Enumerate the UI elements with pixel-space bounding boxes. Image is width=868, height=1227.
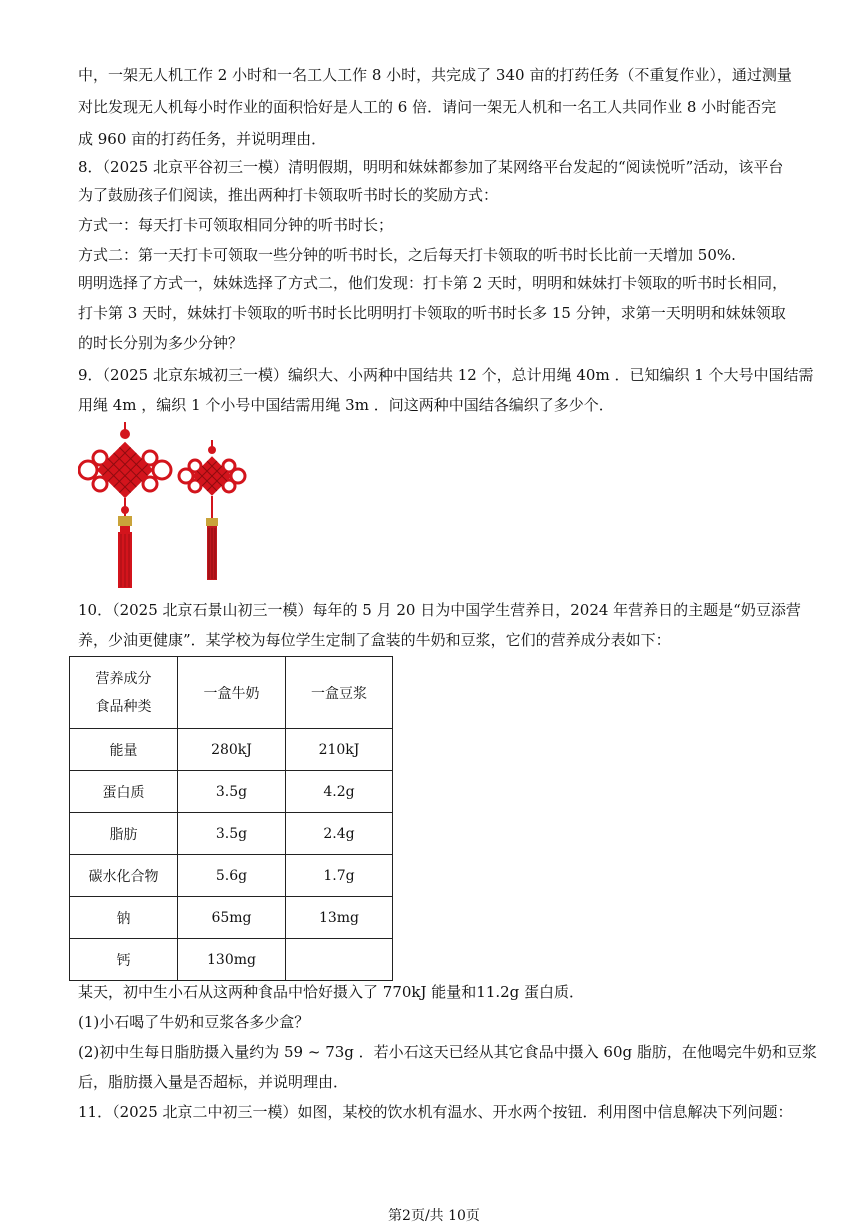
table-cell: 3.5g: [178, 813, 286, 855]
text-line: 对比发现无人机每小时作业的面积恰好是人工的 6 倍．请问一架无人机和一名工人共同作业 8 小时能否完: [78, 98, 777, 116]
table-cell: 13mg: [286, 897, 393, 939]
table-cell: 钙: [70, 939, 178, 981]
table-row: [70, 897, 393, 939]
text-line: (1)小石喝了牛奶和豆浆各多少盒？: [78, 1013, 310, 1031]
table-cell: 能量: [70, 729, 178, 771]
table-row: [70, 855, 393, 897]
table-cell: 3.5g: [178, 771, 286, 813]
column-header-soymilk: 一盒豆浆: [286, 657, 393, 729]
table-row: [70, 813, 393, 855]
text-line: 方式二：第一天打卡可领取一些分钟的听书时长，之后每天打卡领取的听书时长比前一天增加 50%.: [78, 246, 736, 264]
table-row: [70, 771, 393, 813]
text-line: 为了鼓励孩子们阅读，推出两种打卡领取听书时长的奖励方式：: [78, 186, 499, 204]
table-cell: 蛋白质: [70, 771, 178, 813]
text-line: 打卡第 3 天时，妹妹打卡领取的听书时长比明明打卡领取的听书时长多 15 分钟，求第一天明明和妹妹领取: [78, 304, 786, 322]
text-line: 成 960 亩的打药任务，并说明理由．: [78, 130, 327, 148]
table-cell: 210kJ: [286, 729, 393, 771]
text-line: 后，脂肪摄入量是否超标，并说明理由．: [78, 1073, 349, 1091]
table-row: [70, 939, 393, 981]
question-10-title: 10．（2025 北京石景山初三一模）每年的 5 月 20 日为中国学生营养日，2024 年营养日的主题是“奶豆添营: [78, 601, 801, 619]
text-line: 养，少油更健康”．某学校为每位学生定制了盒装的牛奶和豆浆，它们的营养成分表如下：: [78, 631, 671, 649]
header-bottom-label: 食品种类: [95, 698, 152, 715]
table-row: [70, 729, 393, 771]
table-cell: 130mg: [178, 939, 286, 981]
table-cell: [286, 939, 393, 981]
page-number-footer: 第2页/共 10页: [388, 1208, 480, 1224]
table-cell: 脂肪: [70, 813, 178, 855]
text-line: 方式一：每天打卡可领取相同分钟的听书时长；: [78, 216, 394, 234]
table-cell: 碳水化合物: [70, 855, 178, 897]
large-knot-icon: [79, 422, 171, 588]
table-cell: 280kJ: [178, 729, 286, 771]
table-header-corner: [70, 657, 178, 729]
chinese-knots-image: [78, 422, 248, 590]
table-cell: 5.6g: [178, 855, 286, 897]
header-top-label: 营养成分: [95, 670, 152, 687]
question-11-title: 11．（2025 北京二中初三一模）如图，某校的饮水机有温水、开水两个按钮．利用图中信息解决下列问题：: [78, 1103, 793, 1121]
text-line: 用绳 4m ，编织 1 个小号中国结需用绳 3m ．问这两种中国结各编织了多少个．: [78, 396, 614, 414]
column-header-milk: 一盒牛奶: [178, 657, 286, 729]
text-line: 中，一架无人机工作 2 小时和一名工人工作 8 小时，共完成了 340 亩的打药任务（不重复作业），通过测量: [78, 66, 792, 84]
table-cell: 2.4g: [286, 813, 393, 855]
small-knot-icon: [179, 440, 245, 580]
text-line: (2)初中生每日脂肪摄入量约为 59 ~ 73g ．若小石这天已经从其它食品中摄入 60g 脂肪，在他喝完牛奶和豆浆: [78, 1043, 817, 1061]
nutrition-table: [69, 656, 393, 981]
text-line: 的时长分别为多少分钟？: [78, 334, 244, 352]
text-line: 某天，初中生小石从这两种食品中恰好摄入了 770kJ 能量和11.2g 蛋白质．: [78, 983, 585, 1001]
table-header-row: [70, 657, 393, 729]
question-8-title: 8．（2025 北京平谷初三一模）清明假期，明明和妹妹都参加了某网络平台发起的“阅读悦听”活动，该平台: [78, 158, 784, 176]
table-cell: 钠: [70, 897, 178, 939]
table-cell: 4.2g: [286, 771, 393, 813]
table-cell: 1.7g: [286, 855, 393, 897]
table-cell: 65mg: [178, 897, 286, 939]
text-line: 明明选择了方式一，妹妹选择了方式二，他们发现：打卡第 2 天时，明明和妹妹打卡领取的听书时长相同，: [78, 274, 788, 292]
question-9-title: 9．（2025 北京东城初三一模）编织大、小两种中国结共 12 个，总计用绳 40m ．已知编织 1 个大号中国结需: [78, 366, 814, 384]
